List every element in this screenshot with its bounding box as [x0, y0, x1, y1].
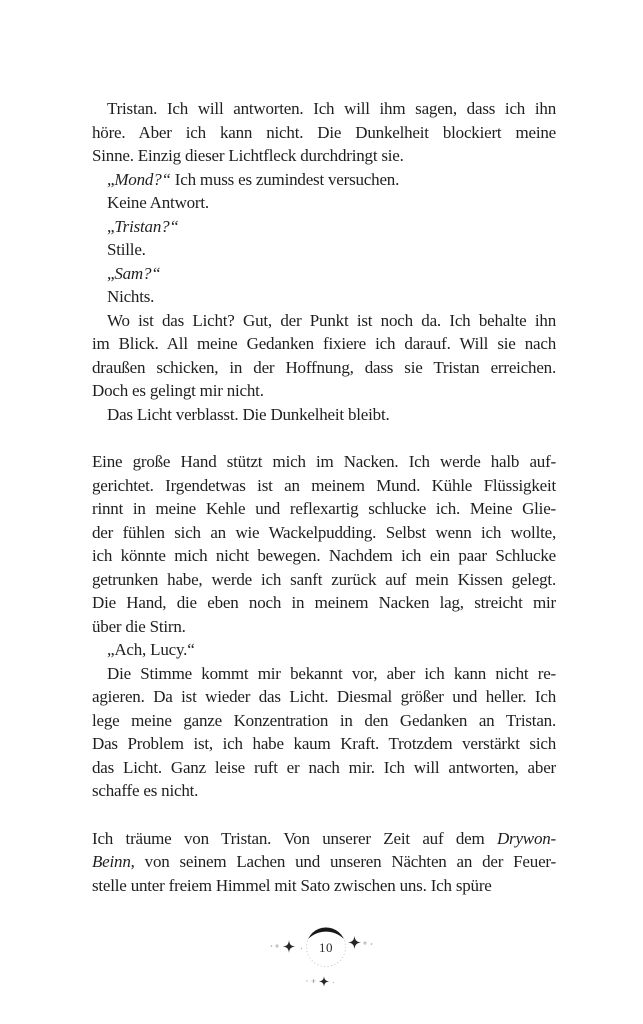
dot	[271, 945, 273, 947]
text-line	[92, 850, 556, 874]
text-run: „	[107, 263, 115, 283]
text-run-italic: Sam?“	[114, 263, 161, 283]
text-line	[92, 521, 556, 545]
text-line	[92, 356, 556, 380]
text-run: rinnt in meine Kehle und reflexartig schlucke ich. Meine Glie-	[92, 499, 556, 518]
text-run: Die Stimme kommt mir bekannt vor, aber ich kann nicht re-	[107, 663, 556, 683]
text-run: Tristan. Ich will antworten. Ich will ihm sagen, dass ich ihn	[107, 99, 556, 118]
text-run-italic: Mond?“	[114, 169, 171, 189]
plus-mark	[363, 941, 367, 945]
text-run: „	[107, 216, 115, 236]
text-run: Doch es gelingt mir nicht.	[92, 381, 264, 400]
text-run: gerichtet. Irgendetwas ist an meinem Mund. Kühle Flüssigkeit	[92, 475, 556, 495]
text-run: „Ach, Lucy.“	[107, 640, 195, 659]
page-number-ornament	[261, 916, 391, 996]
text-line	[92, 238, 556, 262]
sparkle-icon	[348, 936, 361, 949]
text-line	[92, 874, 556, 898]
dot	[301, 948, 302, 949]
text-line	[92, 285, 556, 309]
text-run: stelle unter freiem Himmel mit Sato zwischen uns. Ich spüre	[92, 875, 492, 895]
dot	[306, 980, 307, 981]
text-line	[92, 568, 556, 592]
text-run: im Blick. All meine Gedanken fixiere ich darauf. Will sie nach	[92, 334, 556, 353]
text-run-italic: Tristan?“	[114, 216, 179, 236]
text-line	[92, 615, 556, 639]
text-line	[92, 121, 556, 145]
text-run: Sinne. Einzig dieser Lichtfleck durchdringt sie.	[92, 146, 404, 165]
text-line	[92, 379, 556, 403]
dot	[333, 982, 334, 983]
text-line	[92, 450, 556, 474]
page-text-block	[92, 97, 556, 897]
text-line	[92, 403, 556, 427]
text-line	[92, 474, 556, 498]
text-line	[92, 827, 556, 851]
text-run: lege meine ganze Konzentration in den Gedanken an Tristan.	[92, 710, 556, 730]
text-line	[92, 732, 556, 756]
text-run: schaffe es nicht.	[92, 781, 199, 800]
text-run: das Licht. Ganz leise ruft er nach mir. Ich will antworten, aber	[92, 757, 556, 777]
paragraph-block-1	[92, 97, 556, 426]
text-run: über die Stirn.	[92, 616, 186, 636]
text-run: der fühlen sich an wie Wackelpudding. Selbst wenn ich wollte,	[92, 522, 556, 542]
text-line	[92, 662, 556, 686]
text-run-italic: Beinn	[92, 852, 131, 871]
paragraph-block-3	[92, 827, 556, 898]
text-line	[92, 591, 556, 615]
text-line	[92, 309, 556, 333]
paragraph-block-2	[92, 450, 556, 803]
text-run: Stille.	[107, 240, 146, 259]
text-line	[92, 144, 556, 168]
text-line	[92, 779, 556, 803]
text-line	[92, 638, 556, 662]
text-run: ich könnte mich nicht bewegen. Nachdem ich ein paar Schlucke	[92, 546, 556, 565]
sparkle-icon	[283, 940, 296, 953]
text-run: Wo ist das Licht? Gut, der Punkt ist noch da. Ich behalte ihn	[107, 310, 556, 330]
text-run: Ich träume von Tristan. Von unserer Zeit auf dem	[92, 828, 497, 848]
text-run: draußen schicken, in der Hoffnung, dass sie Tristan erreichen.	[92, 357, 556, 377]
text-line	[92, 215, 556, 239]
text-run: agieren. Da ist wieder das Licht. Diesmal größer und heller. Ich	[92, 687, 556, 706]
text-run: Die Hand, die eben noch in meinem Nacken lag, streicht mir	[92, 593, 556, 612]
text-run: Ich muss es zumindest versuchen.	[170, 169, 400, 189]
text-line	[92, 262, 556, 286]
page-number: 10	[319, 940, 333, 955]
text-line	[92, 168, 556, 192]
text-run: „	[107, 169, 115, 189]
text-run: Das Problem ist, ich habe kaum Kraft. Trotzdem verstärkt sich	[92, 734, 556, 753]
text-line	[92, 332, 556, 356]
text-run: Eine große Hand stützt mich im Nacken. Ich werde halb auf-	[92, 452, 556, 471]
plus-mark	[312, 979, 316, 983]
text-line	[92, 685, 556, 709]
text-run: Nichts.	[107, 287, 155, 306]
text-run: Keine Antwort.	[107, 193, 209, 212]
plus-mark	[275, 944, 279, 948]
text-run: , von seinem Lachen und unseren Nächten an der Feuer-	[130, 852, 556, 871]
text-line	[92, 497, 556, 521]
text-line	[92, 709, 556, 733]
text-line	[92, 756, 556, 780]
crescent-moon-icon	[308, 927, 343, 938]
text-run: Das Licht verblasst. Die Dunkelheit bleibt.	[107, 404, 390, 424]
text-line	[92, 191, 556, 215]
text-run: getrunken habe, werde ich sanft zurück auf mein Kissen gelegt.	[92, 569, 556, 589]
text-line	[92, 97, 556, 121]
text-run-italic: Drywon-	[496, 828, 556, 848]
dot	[371, 943, 373, 945]
sparkle-icon	[319, 976, 329, 986]
text-line	[92, 544, 556, 568]
text-run: höre. Aber ich kann nicht. Die Dunkelheit blockiert meine	[92, 122, 556, 142]
